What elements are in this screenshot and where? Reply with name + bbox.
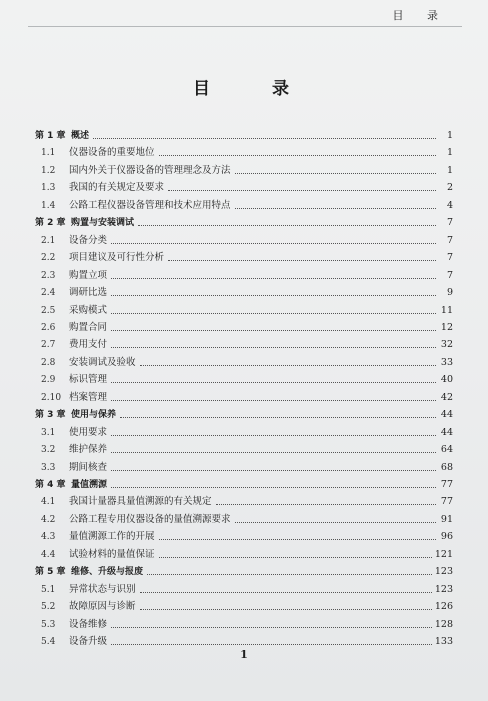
toc-entry-title: 调研比选 bbox=[69, 287, 108, 299]
toc-entry-number: 2.10 bbox=[41, 392, 62, 403]
toc-entry-number: 4.1 bbox=[41, 497, 56, 508]
dot-leader bbox=[111, 452, 436, 453]
toc-entry-title: 项目建议及可行性分析 bbox=[69, 252, 165, 264]
toc-entry-title: 公路工程专用仪器设备的量值溯源要求 bbox=[69, 513, 231, 525]
toc-entry-title: 设备升级 bbox=[69, 636, 108, 648]
toc-entry-number: 1.4 bbox=[41, 200, 56, 211]
header-rule bbox=[28, 26, 462, 27]
toc-entry-page: 4 bbox=[446, 199, 453, 211]
dot-leader bbox=[140, 592, 432, 593]
toc-section-entry bbox=[35, 283, 453, 299]
toc-entry-title: 国内外关于仪器设备的管理理念及方法 bbox=[69, 164, 231, 176]
toc-section-entry bbox=[35, 318, 453, 334]
toc-entry-title: 维护保养 bbox=[69, 444, 108, 456]
toc-entry-number: 2.4 bbox=[41, 288, 56, 299]
toc-entry-page: 1 bbox=[446, 147, 453, 159]
toc-section-entry bbox=[35, 597, 453, 613]
toc-entry-title: 设备分类 bbox=[69, 234, 108, 246]
dot-leader bbox=[235, 522, 436, 523]
toc-entry-number: 2.2 bbox=[41, 253, 56, 264]
dot-leader bbox=[111, 347, 436, 348]
toc-entry-title: 试验材料的量值保证 bbox=[69, 548, 155, 560]
toc-entry-title: 购置与安装调试 bbox=[71, 218, 135, 229]
toc-entry-page: 123 bbox=[434, 583, 453, 595]
dot-leader bbox=[120, 417, 436, 418]
toc-entry-page: 11 bbox=[440, 304, 453, 316]
toc-entry-number: 第 1 章 bbox=[35, 131, 66, 141]
toc-entry-page: 126 bbox=[434, 601, 453, 613]
dot-leader bbox=[111, 487, 436, 488]
toc-entry-title: 量值溯源工作的开展 bbox=[69, 531, 155, 543]
toc-entry-page: 32 bbox=[440, 339, 453, 351]
toc-entry-title: 异常状态与识别 bbox=[69, 583, 136, 595]
toc-entry-page: 1 bbox=[446, 130, 453, 141]
toc-entry-title: 我国的有关规定及要求 bbox=[69, 182, 165, 194]
toc-entry-number: 2.1 bbox=[41, 235, 56, 246]
toc-entry-page: 91 bbox=[440, 513, 453, 525]
dot-leader bbox=[235, 173, 436, 174]
toc-entry-title: 设备维修 bbox=[69, 618, 108, 630]
toc-entry-number: 5.1 bbox=[41, 584, 56, 595]
toc-entry-number: 第 3 章 bbox=[35, 410, 66, 421]
toc-entry-number: 1.1 bbox=[41, 148, 56, 159]
toc-entry-page: 40 bbox=[440, 374, 453, 386]
toc-entry-page: 7 bbox=[446, 252, 453, 264]
toc-entry-page: 7 bbox=[446, 234, 453, 246]
toc-entry-number: 5.4 bbox=[41, 637, 56, 648]
toc-entry-number: 第 4 章 bbox=[35, 480, 66, 490]
toc-entry-title: 购置立项 bbox=[69, 269, 108, 281]
toc-entry-title: 标识管理 bbox=[69, 374, 108, 386]
toc-entry-page: 121 bbox=[434, 548, 453, 560]
toc-entry-page: 42 bbox=[440, 391, 453, 403]
toc-entry-page: 7 bbox=[446, 217, 453, 229]
dot-leader bbox=[168, 190, 436, 191]
dot-leader bbox=[111, 627, 432, 628]
toc-entry-title: 维修、升级与报废 bbox=[71, 567, 144, 578]
dot-leader bbox=[111, 382, 436, 383]
dot-leader bbox=[111, 470, 436, 471]
toc-entry-title: 故障原因与诊断 bbox=[69, 601, 136, 613]
toc-section-entry bbox=[35, 527, 453, 543]
toc-entry-title: 公路工程仪器设备管理和技术应用特点 bbox=[69, 199, 231, 211]
toc-section-entry bbox=[35, 196, 453, 212]
dot-leader bbox=[140, 609, 432, 610]
toc-entry-number: 1.3 bbox=[41, 183, 56, 194]
toc-entry-number: 3.1 bbox=[41, 427, 56, 438]
dot-leader bbox=[111, 330, 436, 331]
toc-entry-title: 费用支付 bbox=[69, 339, 108, 351]
toc-section-entry bbox=[35, 388, 453, 404]
toc-entry-page: 123 bbox=[434, 566, 453, 578]
page-number: 1 bbox=[240, 648, 248, 661]
dot-leader bbox=[111, 435, 436, 436]
dot-leader bbox=[111, 400, 436, 401]
toc-entry-number: 2.8 bbox=[41, 357, 56, 368]
dot-leader bbox=[93, 138, 436, 139]
dot-leader bbox=[140, 365, 436, 366]
toc-entry-title: 档案管理 bbox=[69, 391, 108, 403]
toc-entry-page: 44 bbox=[440, 409, 453, 421]
toc-entry-number: 4.2 bbox=[41, 514, 56, 525]
toc-entry-number: 2.6 bbox=[41, 322, 56, 333]
toc-entry-page: 44 bbox=[440, 426, 453, 438]
toc-section-entry bbox=[35, 440, 453, 456]
toc-entry-title: 使用与保养 bbox=[71, 410, 117, 421]
toc-section-entry bbox=[35, 458, 453, 474]
dot-leader bbox=[159, 539, 436, 540]
toc-entry-page: 12 bbox=[440, 321, 453, 333]
toc-entry-title: 期间核查 bbox=[69, 461, 108, 473]
toc-section-entry bbox=[35, 615, 453, 631]
toc-entry-number: 第 2 章 bbox=[35, 218, 66, 229]
toc-section-entry bbox=[35, 161, 453, 177]
toc-section-entry bbox=[35, 510, 453, 526]
toc-section-entry bbox=[35, 545, 453, 561]
toc-entry-number: 第 5 章 bbox=[35, 567, 66, 578]
dot-leader bbox=[147, 574, 432, 575]
toc-section-entry bbox=[35, 353, 453, 369]
toc-entry-title: 我国计量器具量值溯源的有关规定 bbox=[69, 496, 212, 508]
dot-leader bbox=[159, 155, 436, 156]
toc-entry-number: 1.2 bbox=[41, 165, 56, 176]
toc-chapter-entry bbox=[35, 213, 453, 229]
toc-entry-title: 概述 bbox=[71, 131, 90, 141]
toc-section-entry bbox=[35, 301, 453, 317]
toc-entry-page: 33 bbox=[440, 356, 453, 368]
dot-leader bbox=[216, 504, 436, 505]
toc-entry-number: 2.3 bbox=[41, 270, 56, 281]
toc-entry-page: 7 bbox=[446, 269, 453, 281]
toc-entry-number: 2.7 bbox=[41, 340, 56, 351]
toc-chapter-entry bbox=[35, 562, 453, 578]
toc-entry-number: 3.2 bbox=[41, 445, 56, 456]
toc-entry-number: 4.4 bbox=[41, 549, 56, 560]
toc-entry-page: 128 bbox=[434, 618, 453, 630]
toc-entry-number: 4.3 bbox=[41, 532, 56, 543]
toc-entry-title: 购置合同 bbox=[69, 321, 108, 333]
dot-leader bbox=[111, 313, 436, 314]
toc-entry-number: 5.3 bbox=[41, 619, 56, 630]
toc-chapter-entry bbox=[35, 475, 453, 491]
toc-section-entry bbox=[35, 335, 453, 351]
toc-entry-number: 3.3 bbox=[41, 462, 56, 473]
toc-entry-title: 采购模式 bbox=[69, 304, 108, 316]
toc-chapter-entry bbox=[35, 126, 453, 142]
dot-leader bbox=[138, 225, 436, 226]
toc-section-entry bbox=[35, 580, 453, 596]
dot-leader bbox=[168, 260, 436, 261]
toc-entry-title: 量值溯源 bbox=[71, 480, 108, 490]
toc-entry-title: 安装调试及验收 bbox=[69, 356, 136, 368]
toc-entry-number: 5.2 bbox=[41, 602, 56, 613]
toc-entry-number: 2.5 bbox=[41, 305, 56, 316]
toc-section-entry bbox=[35, 266, 453, 282]
toc-entry-page: 133 bbox=[434, 636, 453, 648]
toc-entry-page: 1 bbox=[446, 164, 453, 176]
dot-leader bbox=[111, 644, 432, 645]
toc-entry-page: 77 bbox=[440, 479, 453, 490]
toc-section-entry bbox=[35, 632, 453, 648]
toc-section-entry bbox=[35, 492, 453, 508]
toc-entry-page: 68 bbox=[440, 461, 453, 473]
toc-chapter-entry bbox=[35, 405, 453, 421]
toc-entry-page: 64 bbox=[440, 444, 453, 456]
toc-section-entry bbox=[35, 248, 453, 264]
running-header: 目 录 bbox=[392, 9, 448, 22]
toc-section-entry bbox=[35, 178, 453, 194]
dot-leader bbox=[159, 557, 432, 558]
toc-entry-page: 77 bbox=[440, 496, 453, 508]
dot-leader bbox=[111, 295, 436, 296]
dot-leader bbox=[111, 278, 436, 279]
toc-section-entry bbox=[35, 231, 453, 247]
dot-leader bbox=[235, 208, 436, 209]
toc-entry-number: 2.9 bbox=[41, 375, 56, 386]
toc-entry-page: 9 bbox=[446, 287, 453, 299]
toc-section-entry bbox=[35, 423, 453, 439]
toc-entry-page: 2 bbox=[446, 182, 453, 194]
page-title: 目 录 bbox=[193, 79, 317, 99]
dot-leader bbox=[111, 243, 436, 244]
toc-entry-page: 96 bbox=[440, 531, 453, 543]
toc-entry-title: 仪器设备的重要地位 bbox=[69, 147, 155, 159]
toc-entry-title: 使用要求 bbox=[69, 426, 108, 438]
toc-section-entry bbox=[35, 370, 453, 386]
toc-section-entry bbox=[35, 143, 453, 159]
